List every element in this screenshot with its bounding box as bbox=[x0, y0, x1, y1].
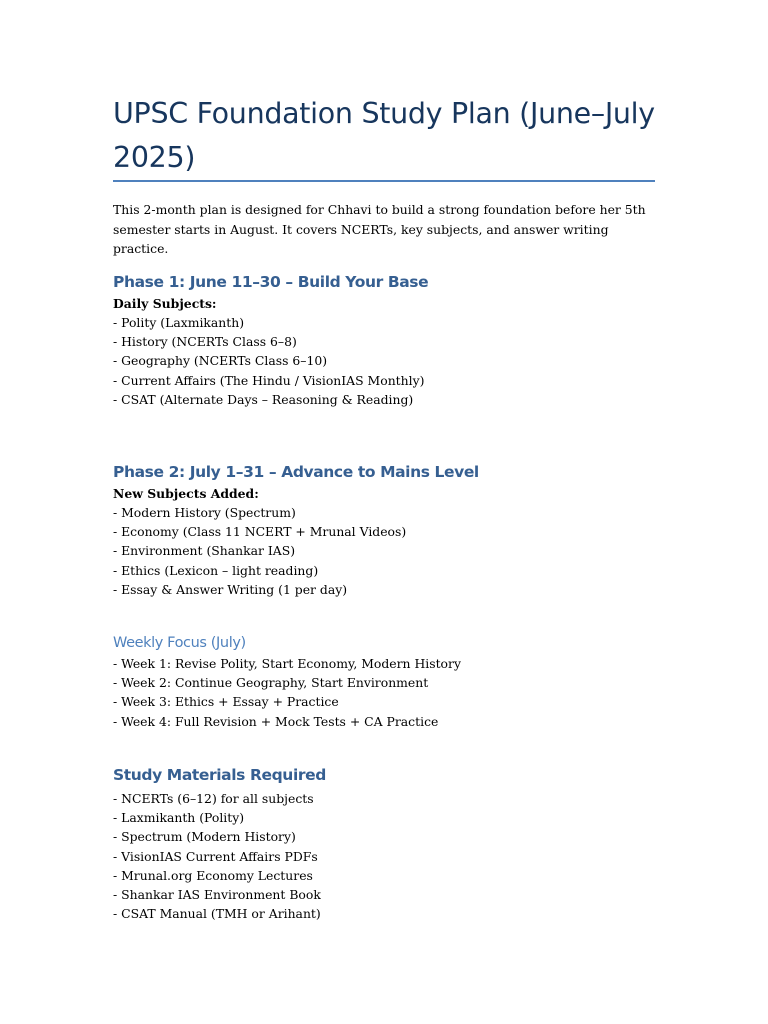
list-item: - Economy (Class 11 NCERT + Mrunal Videos) bbox=[113, 524, 407, 540]
phase2-heading: Phase 2: July 1–31 – Advance to Mains Level bbox=[113, 463, 479, 481]
title-underline bbox=[113, 180, 655, 182]
list-item: - Polity (Laxmikanth) bbox=[113, 315, 245, 330]
list-item: - History (NCERTs Class 6–8) bbox=[113, 334, 297, 350]
phase2-subheading: New Subjects Added: bbox=[113, 486, 259, 501]
weekly-focus-heading: Weekly Focus (July) bbox=[113, 635, 246, 651]
phase1-section bbox=[113, 270, 655, 409]
document-title: UPSC Foundation Study Plan (June–July 2025) bbox=[113, 97, 655, 174]
list-item: - Ethics (Lexicon – light reading) bbox=[113, 562, 319, 578]
list-item: - Week 2: Continue Geography, Start Environment bbox=[113, 675, 429, 691]
phase2-section bbox=[113, 460, 655, 599]
phase1-subheading: Daily Subjects: bbox=[113, 296, 217, 311]
materials-list bbox=[113, 789, 655, 923]
materials-heading: Study Materials Required bbox=[113, 766, 326, 784]
intro-paragraph: This 2-month plan is designed for Chhavi to build a strong foundation before her 5th semester starts in August. It covers NCERTs, key subjects, and answer writing practice. bbox=[113, 202, 646, 256]
list-item: - Mrunal.org Economy Lectures bbox=[113, 867, 313, 883]
list-item: - NCERTs (6–12) for all subjects bbox=[113, 791, 314, 806]
list-item: - Week 3: Ethics + Essay + Practice bbox=[113, 694, 339, 710]
weekly-focus-section bbox=[113, 632, 655, 731]
phase1-heading: Phase 1: June 11–30 – Build Your Base bbox=[113, 273, 429, 291]
list-item: - Geography (NCERTs Class 6–10) bbox=[113, 353, 328, 369]
list-item: - Week 1: Revise Polity, Start Economy, Modern History bbox=[113, 656, 461, 671]
list-item: - Current Affairs (The Hindu / VisionIAS Monthly) bbox=[113, 372, 425, 388]
list-item: - CSAT (Alternate Days – Reasoning & Reading) bbox=[113, 391, 414, 407]
list-item: - Shankar IAS Environment Book bbox=[113, 887, 321, 903]
list-item: - Modern History (Spectrum) bbox=[113, 505, 296, 520]
list-item: - Week 4: Full Revision + Mock Tests + CA Practice bbox=[113, 713, 439, 729]
list-item: - Environment (Shankar IAS) bbox=[113, 543, 296, 559]
phase2-list bbox=[113, 503, 655, 599]
weekly-focus-list bbox=[113, 654, 655, 731]
list-item: - Essay & Answer Writing (1 per day) bbox=[113, 581, 348, 597]
list-item: - CSAT Manual (TMH or Arihant) bbox=[113, 906, 321, 922]
list-item: - VisionIAS Current Affairs PDFs bbox=[113, 848, 318, 864]
list-item: - Laxmikanth (Polity) bbox=[113, 810, 245, 826]
list-item: - Spectrum (Modern History) bbox=[113, 829, 296, 845]
materials-section bbox=[113, 763, 655, 923]
phase1-list bbox=[113, 313, 655, 409]
